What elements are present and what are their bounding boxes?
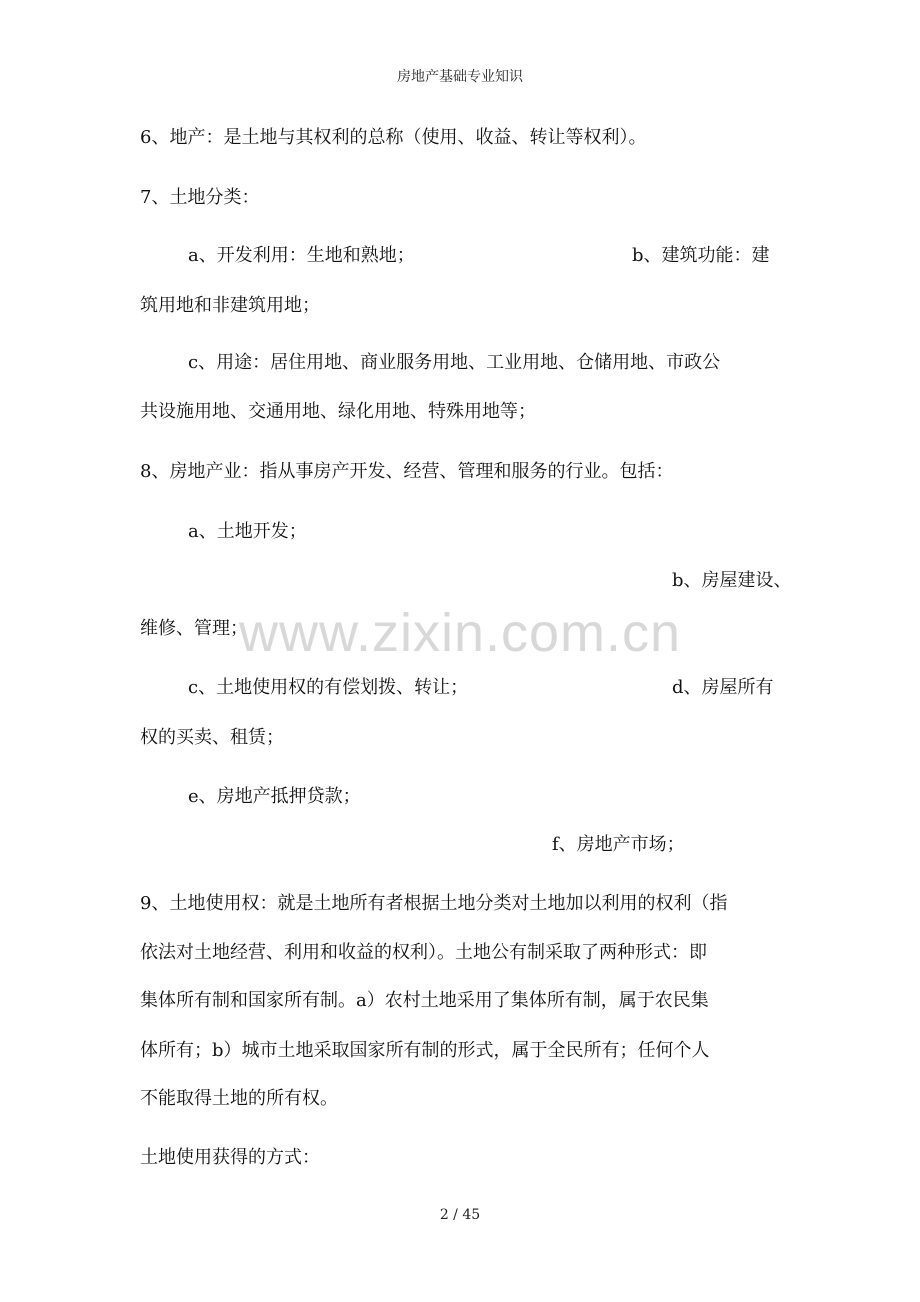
paragraph-line: 维修、管理； (140, 618, 248, 639)
paragraph-line: 7、土地分类： (140, 187, 260, 208)
paragraph-line: c、用途：居住用地、商业服务用地、工业用地、仓储用地、市政公 (188, 352, 721, 373)
paragraph-line: 权的买卖、租赁； (140, 727, 284, 748)
paragraph-line: b、建筑功能：建 (632, 245, 770, 266)
paragraph-line: 集体所有制和国家所有制。a）农村土地采用了集体所有制，属于农民集 (140, 990, 709, 1011)
page-number: 2 / 45 (439, 1207, 481, 1223)
paragraph-line: e、房地产抵押贷款； (188, 786, 361, 807)
paragraph-line: a、土地开发； (188, 521, 307, 542)
paragraph-line: 体所有；b）城市土地采取国家所有制的形式，属于全民所有；任何个人 (140, 1040, 710, 1061)
watermark-text: www.zixin.com.cn (238, 603, 682, 663)
paragraph-line: d、房屋所有 (672, 677, 774, 698)
paragraph-line: c、土地使用权的有偿划拨、转让； (188, 677, 469, 698)
paragraph-line: 9、土地使用权：就是土地所有者根据土地分类对土地加以利用的权利（指 (140, 893, 728, 914)
paragraph-line: 共设施用地、交通用地、绿化用地、特殊用地等； (140, 401, 536, 422)
paragraph-line: b、房屋建设、 (672, 570, 792, 591)
paragraph-line: 不能取得土地的所有权。 (140, 1088, 338, 1109)
paragraph-line: f、房地产市场； (552, 834, 685, 855)
paragraph-line: 土地使用获得的方式： (140, 1147, 320, 1168)
paragraph-line: 依法对土地经营、利用和收益的权利）。土地公有制采取了两种形式：即 (140, 942, 707, 963)
paragraph-line: 6、地产：是土地与其权利的总称（使用、收益、转让等权利）。 (140, 127, 647, 148)
page-header-title: 房地产基础专业知识 (397, 69, 523, 85)
paragraph-line: a、开发利用：生地和熟地； (188, 245, 415, 266)
paragraph-line: 筑用地和非建筑用地； (140, 295, 320, 316)
paragraph-line: 8、房地产业：指从事房产开发、经营、管理和服务的行业。包括： (140, 461, 674, 482)
